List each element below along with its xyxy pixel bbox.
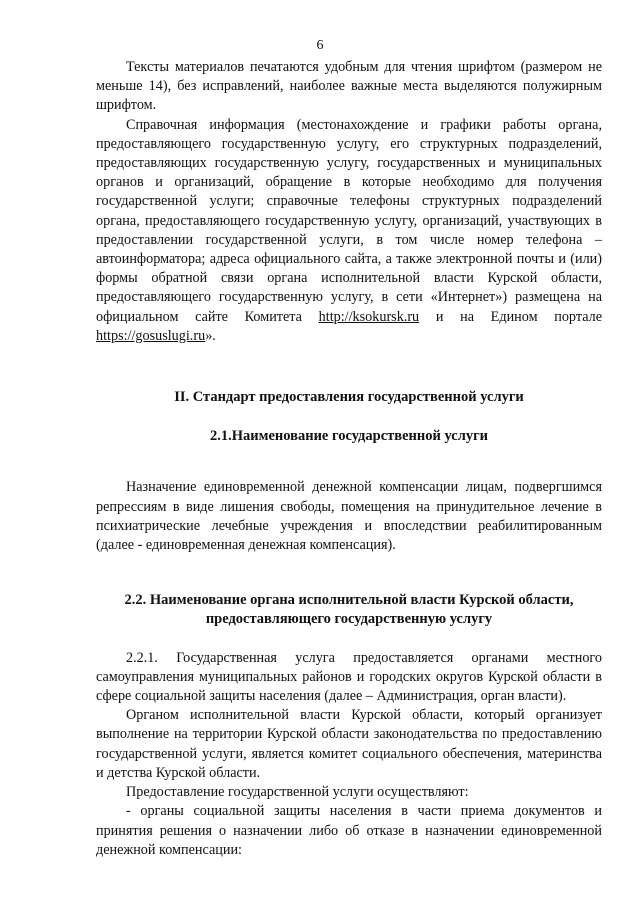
subsection-2-2-title: 2.2. Наименование органа исполнительной власти Курской области, предоставляющего государственную услугу	[124, 592, 574, 628]
paragraph-reference-info	[96, 116, 602, 346]
paragraph-font-requirements: Тексты материалов печатаются удобным для чтения шрифтом (размером не меньше 14), без исправлений, наиболее важные места выделяются полужирным шрифтом.	[96, 59, 602, 114]
reference-text-after: ».	[205, 327, 216, 344]
section-title: II. Стандарт предоставления государственной услуги	[174, 389, 524, 406]
paragraph-providers-intro: Предоставление государственной услуги осуществляют:	[126, 784, 469, 801]
paragraph-social-protection-bodies: - органы социальной защиты населения в части приема документов и принятия решения о назначении либо об отказе в назначении единовременной денежной компенсации:	[96, 803, 602, 858]
page-number: 6	[316, 38, 324, 53]
subsection-2-1-text: Назначение единовременной денежной компенсации лицам, подвергшимся репрессиям в виде лишения свободы, помещения на принудительное лечение в психиатрические лечебные учреждения и впоследствии реабилитированным (далее - единовременная денежная компенсация).	[96, 479, 602, 554]
paragraph-executive-body: Органом исполнительной власти Курской области, который организует выполнение на территории Курской области законодательства по предоставлению государственной услуги, является комитет социального обеспечения, материнства и детства Курской области.	[96, 707, 602, 781]
reference-text-middle: и на Едином портале	[419, 308, 602, 325]
paragraph-2-2-1: 2.2.1. Государственная услуга предоставляется органами местного самоуправления муниципальных районов и городских округов Курской области в сфере социальной защиты населения (далее – Администрация, орган власти).	[96, 649, 602, 705]
document-body	[96, 58, 602, 860]
gosuslugi-link[interactable]: https://gosuslugi.ru	[96, 327, 206, 344]
reference-text-before: Справочная информация (местонахождение и графики работы органа, предоставляющего государственную услугу, его структурных подразделений, предоставляющих государственную услугу, государственных и муниципальных органов и организаций, обращение в которые необходимо для получения государственной услуги; справочные телефоны структурных подразделений органа, предоставляющего государственную услугу, организаций, участвующих в предоставлении государственной услуги, в том числе номер телефона – автоинформатора; адреса официального сайта, а также электронной почты и (или) формы обратной связи органа исполнительной власти Курской области, предоставляющего государственную услугу, в сети «Интернет») размещена на официальном сайте Комитета	[96, 116, 602, 325]
subsection-2-1-title: 2.1.Наименование государственной услуги	[209, 428, 489, 445]
committee-site-link[interactable]: http://ksokursk.ru	[318, 308, 420, 325]
